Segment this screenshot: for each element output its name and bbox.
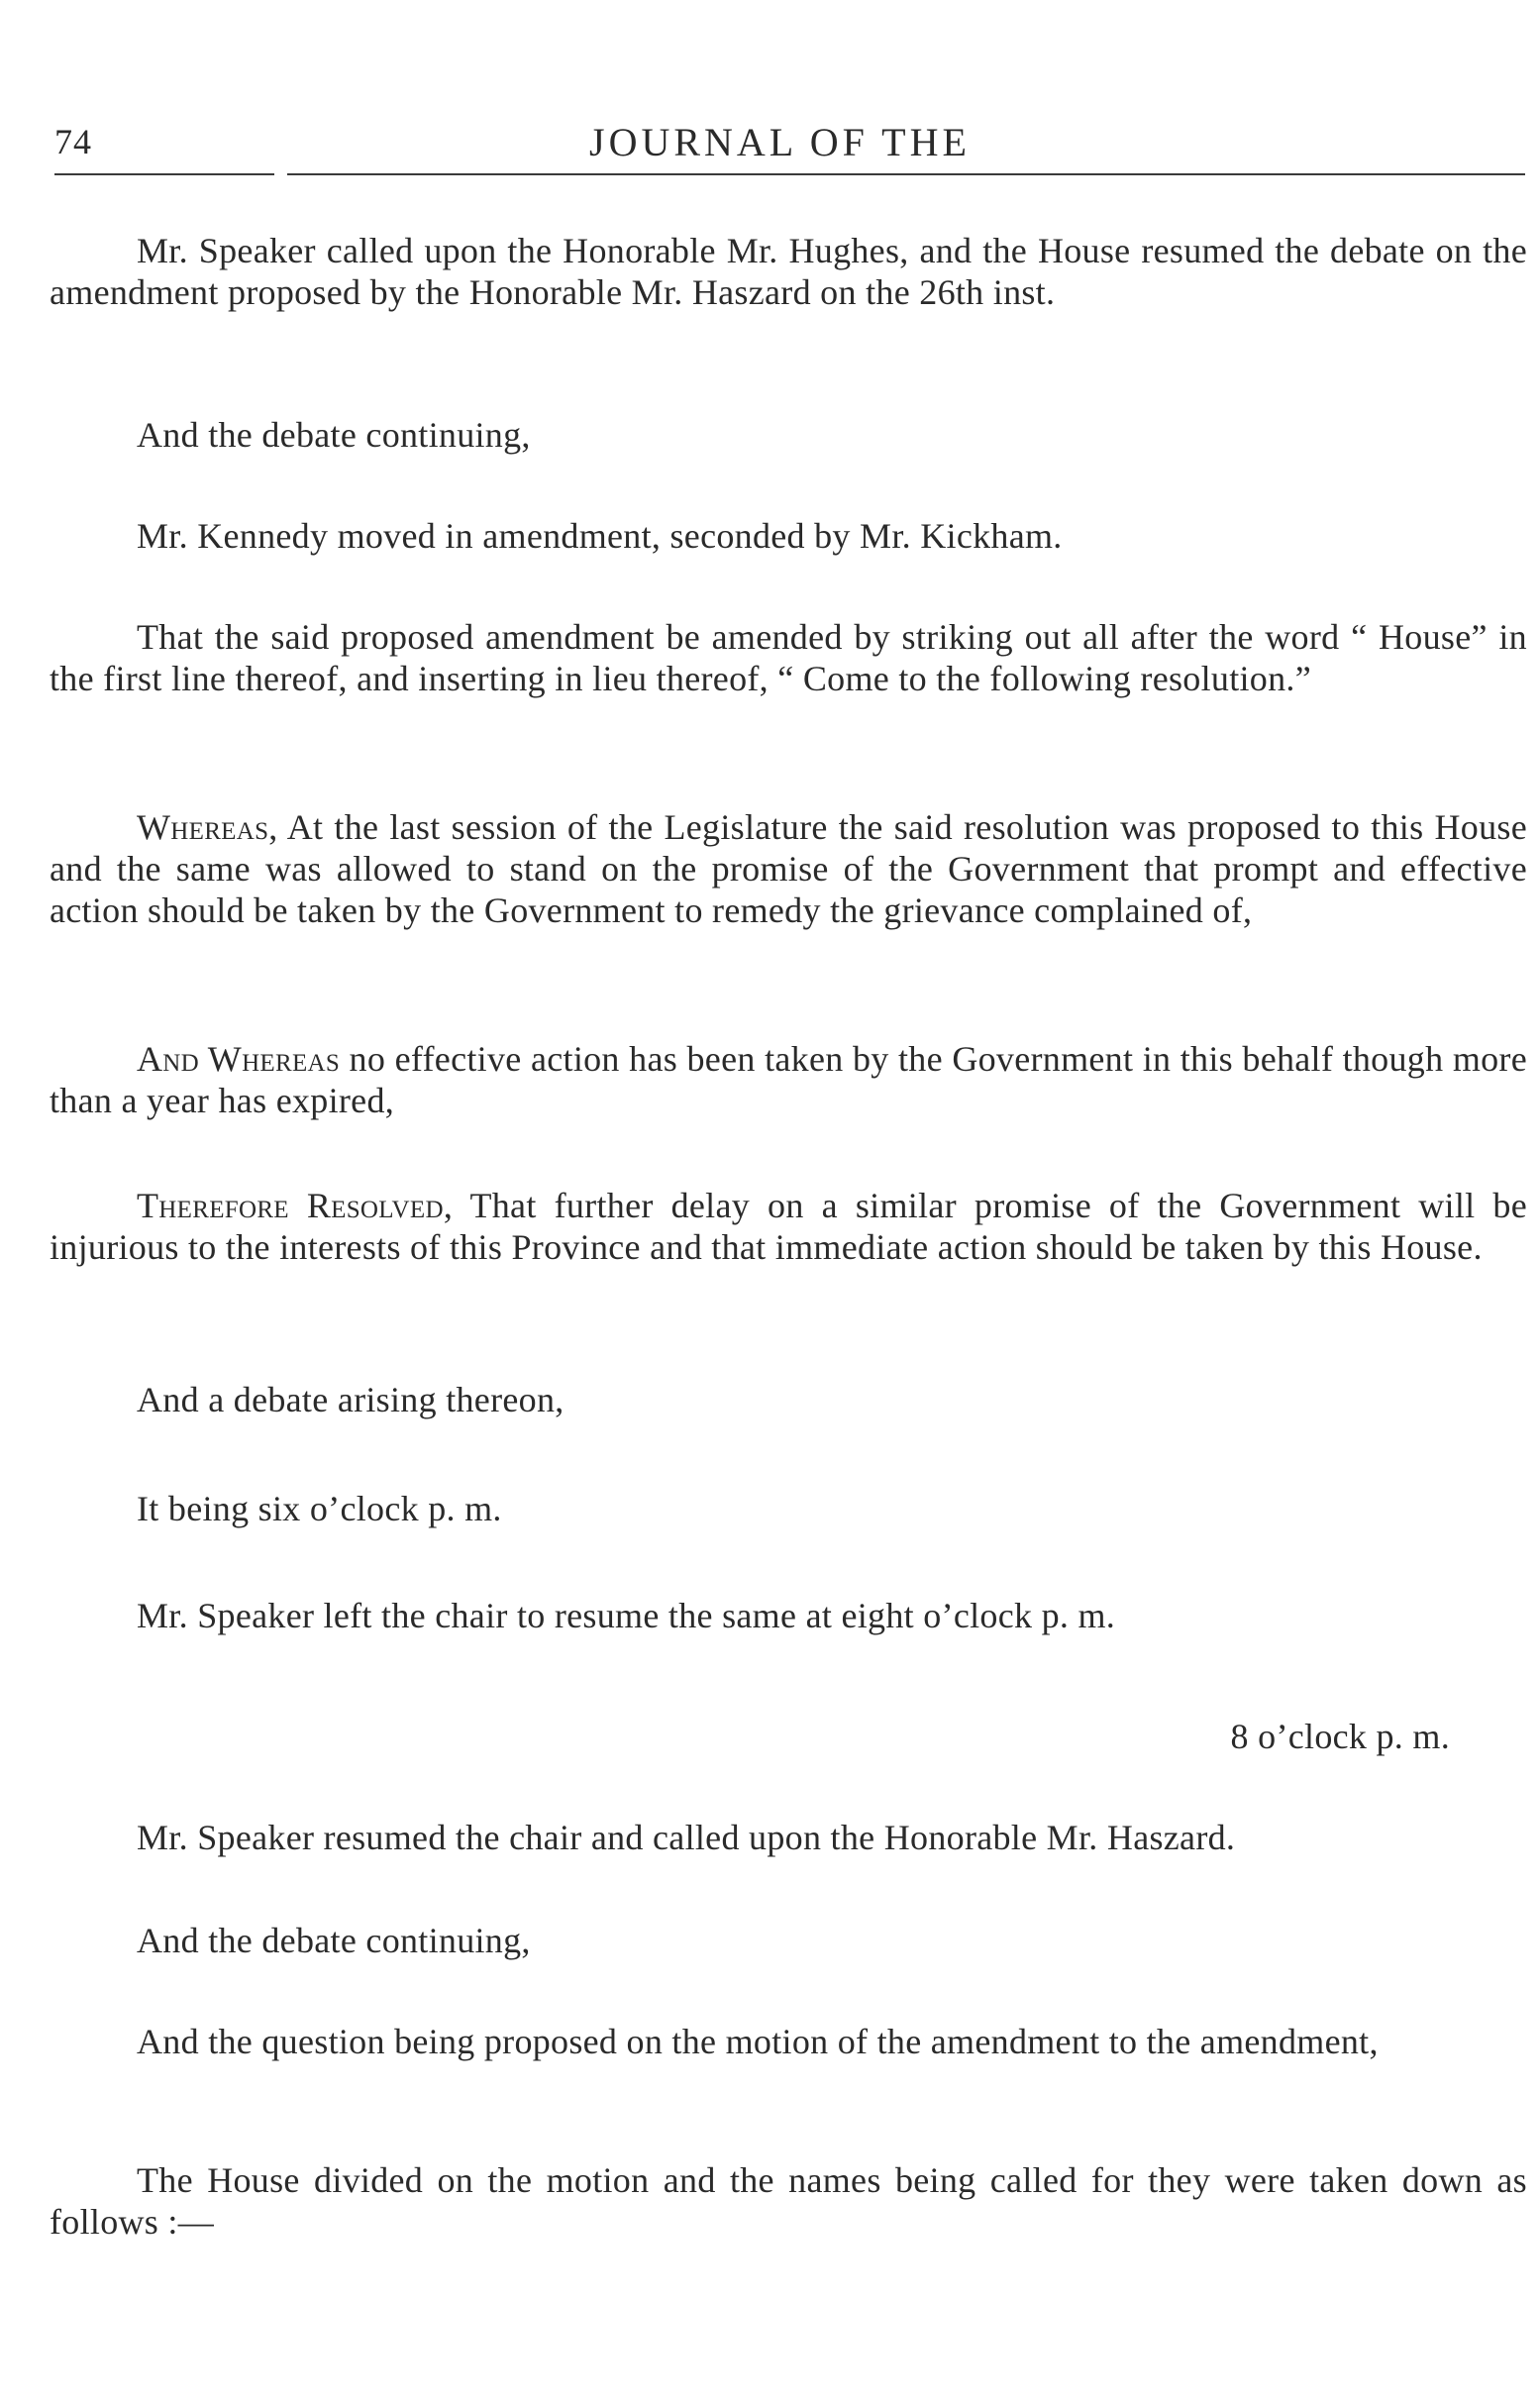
paragraph-speaker-left-chair: Mr. Speaker left the chair to resume the same at eight o’clock p. m. [137, 1596, 1116, 1635]
paragraph-kennedy-moves: Mr. Kennedy moved in amendment, seconded by Mr. Kickham. [137, 516, 1063, 556]
and-whereas-text: no effective action has been taken by the Government in this behalf though more than a year has expired, [50, 1039, 1527, 1120]
header-rule-left [54, 173, 274, 175]
paragraph-and-whereas [50, 1038, 1527, 1121]
paragraph-debate-continuing: And the debate continuing, [137, 415, 531, 455]
paragraph-question-proposed: And the question being proposed on the motion of the amendment to the amendment, [137, 2022, 1379, 2061]
whereas-lead: Whereas, [137, 807, 278, 847]
whereas-text: At the last session of the Legislature the said resolution was proposed to this House and the same was allowed to stand on the promise of the Government that prompt and effective action should be taken by the Government to remedy the grievance complained of, [50, 807, 1527, 930]
page-number: 74 [54, 122, 92, 161]
and-whereas-lead: And Whereas [137, 1039, 341, 1079]
paragraph-house-divided: The House divided on the motion and the names being called for they were taken down as follows :— [50, 2160, 1527, 2242]
running-head: JOURNAL OF THE [589, 120, 971, 164]
paragraph-therefore-resolved [50, 1185, 1527, 1268]
time-eight-oclock: 8 o’clock p. m. [1230, 1717, 1450, 1756]
paragraph-six-oclock: It being six o’clock p. m. [137, 1489, 502, 1528]
therefore-resolved-lead: Therefore Resolved, [137, 1186, 454, 1225]
paragraph-amendment-text: That the said proposed amendment be amended by striking out all after the word “ House” in the first line thereof, and inserting in lieu thereof, “ Come to the following resolution.” [50, 617, 1527, 698]
page-header [54, 109, 1525, 178]
paragraph-debate-continuing-2: And the debate continuing, [137, 1921, 531, 1960]
paragraph-speaker-calls-hughes: Mr. Speaker called upon the Honorable Mr. Hughes, and the House resumed the debate on the amendment proposed by the Honorable Mr. Haszard on the 26th inst. [50, 231, 1527, 312]
paragraph-whereas [50, 806, 1527, 931]
paragraph-speaker-resumed: Mr. Speaker resumed the chair and called upon the Honorable Mr. Haszard. [137, 1818, 1236, 1857]
paragraph-debate-arising: And a debate arising thereon, [137, 1380, 565, 1419]
header-rule-right [287, 173, 1525, 175]
therefore-resolved-text: That further delay on a similar promise of the Government will be injurious to the interests of this Province and that immediate action should be taken by this House. [50, 1186, 1527, 1267]
